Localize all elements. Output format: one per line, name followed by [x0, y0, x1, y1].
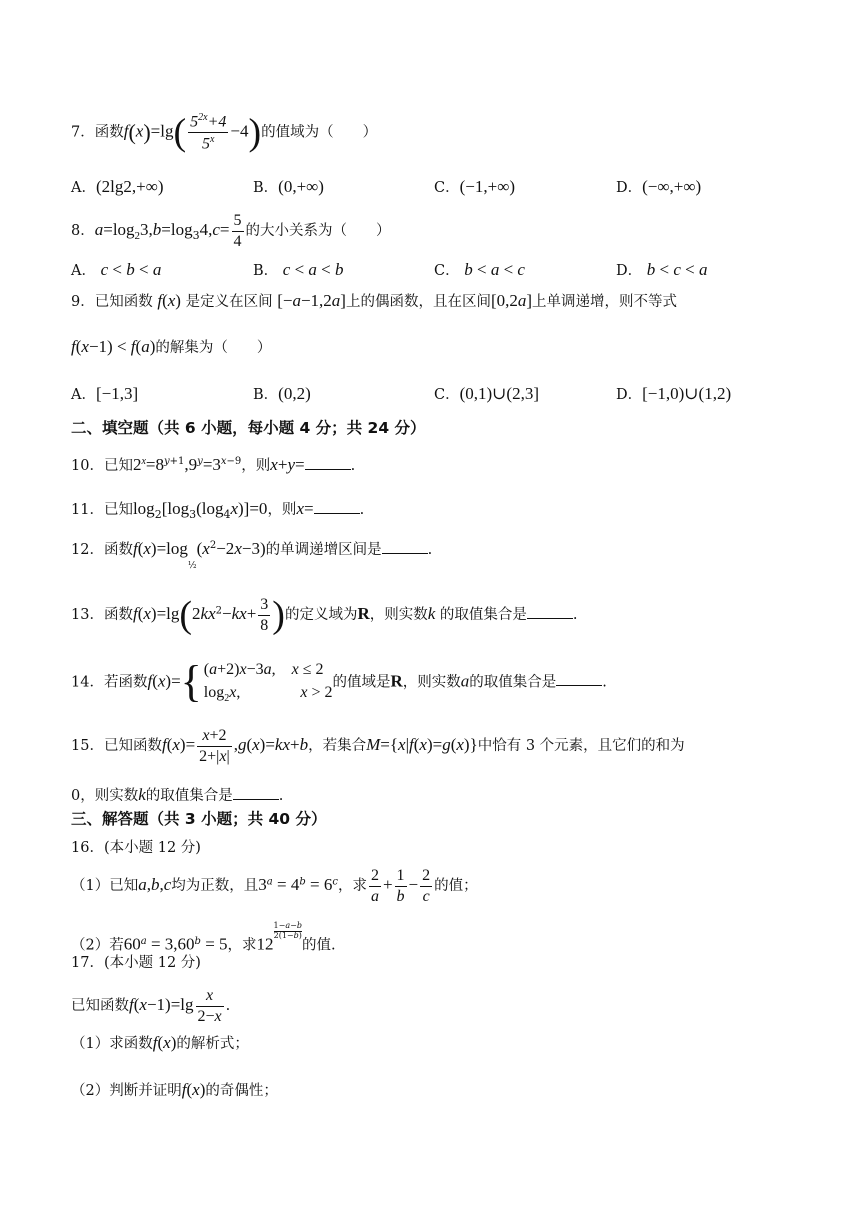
q15-answer-blank[interactable] [233, 798, 279, 800]
q7-number: 7．函数 [71, 124, 124, 141]
q14-answer-blank[interactable] [556, 684, 602, 686]
q8-option-d: D． b < c < a [616, 260, 708, 279]
q11-answer-blank[interactable] [314, 512, 360, 514]
q10-answer-blank[interactable] [305, 468, 351, 470]
q8-tail: 的大小关系为（ ） [245, 223, 391, 240]
q9-option-a: A．[−1,3] [71, 384, 139, 403]
section-3-heading: 三、解答题（共 3 小题；共 40 分） [71, 810, 327, 828]
question-13: 13．函数$f(x)=\lg(2kx^2-kx+$ $\frac{3}{8}$ )的定义域为R，则实数k 的取值集合是 . [71, 594, 578, 637]
q13-answer-blank[interactable] [527, 617, 573, 619]
q8-option-a: A． c < b < a [71, 260, 162, 279]
question-8: 8．$a=\log_23,b=\log_34,c=$ $\frac{5}{4}$ 的大小关系为（ ） [71, 212, 391, 250]
q7-tail: 的值域为（ ） [261, 124, 378, 141]
question-17-intro: 已知函数f(x−1)=lg $\frac{x}{2-x}$ . [71, 987, 231, 1025]
q7-option-a: A．(2lg2,+∞) [71, 177, 164, 196]
question-9-line-2: f(x−1) < f(a)的解集为（ ） [71, 337, 272, 356]
question-15-line-1: 15．已知函数f(x)= $\frac{x+2}{2+|x|}$ ,g(x)=kx+b，若集合M={x|f(x)=g(x)}中恰有 3 个元素，且它们的和为 [71, 727, 685, 765]
question-7: 7．函数f(x)=lg( $\frac{5^{2x}+4}{5^x}$ −4)的值域为（ ） [71, 111, 378, 154]
question-17-part-2: （2）判断并证明f(x)的奇偶性； [71, 1080, 278, 1099]
q8-option-b: B． c < a < b [253, 260, 344, 279]
question-10: 10．已知$2^x=8^{y+1},9^y=3^{x-9}$，则x+y= . [71, 455, 356, 474]
q8-option-c: C． b < a < c [434, 260, 525, 279]
section-2-heading: 二、填空题（共 6 小题，每小题 4 分；共 24 分） [71, 419, 426, 437]
question-15-line-2: 0，则实数k的取值集合是 . [71, 785, 284, 804]
q9-option-b: B．(0,2) [253, 384, 311, 403]
question-17-part-1: （1）求函数f(x)的解析式； [71, 1033, 249, 1052]
question-12: 12．函数$f(x)=\log_{\frac{1}{2}}(x^2-2x-3)$的单调递增区间是 . [71, 539, 433, 571]
q7-option-c: C．(−1,+∞) [434, 177, 515, 196]
question-11: 11．已知$\log_2[\log_3(\log_4x)]=0$，则x= . [71, 499, 365, 521]
question-16-part-1: （1）已知a,b,c均为正数，且$3^a = 4^b = 6^c$，求 $\frac{2}{a}$ + $\frac{1}{b}$ − $\frac{2}{c}$ 的值； [71, 867, 478, 905]
q9-option-c: C．(0,1)∪(2,3] [434, 384, 539, 403]
question-17-header: 17．(本小题 12 分) [71, 955, 201, 971]
question-14: 14．若函数f(x)={ (a+2)x−3a, x ≤ 2 $\log_2x$, x > 2 的值域是R，则实数a的取值集合是 . [71, 657, 607, 707]
q7-option-b: B．(0,+∞) [253, 177, 324, 196]
question-16-part-2: （2）若$60^a = 3,60^b = 5$，求12 $^{\frac{1-a-b}{2(1-b)}}$ 的值. [71, 921, 336, 954]
question-16-header: 16．(本小题 12 分) [71, 840, 201, 856]
question-9-line-1: 9．已知函数 f(x) 是定义在区间 [−a−1,2a]上的偶函数，且在区间[0,2a]上单调递增，则不等式 [71, 291, 678, 310]
q7-option-d: D．(−∞,+∞) [616, 177, 702, 196]
q12-answer-blank[interactable] [382, 552, 428, 554]
q7-fraction: $\frac{5^{2x}+4}{5^x}$ [190, 112, 227, 153]
q9-option-d: D．[−1,0)∪(1,2) [616, 384, 732, 403]
